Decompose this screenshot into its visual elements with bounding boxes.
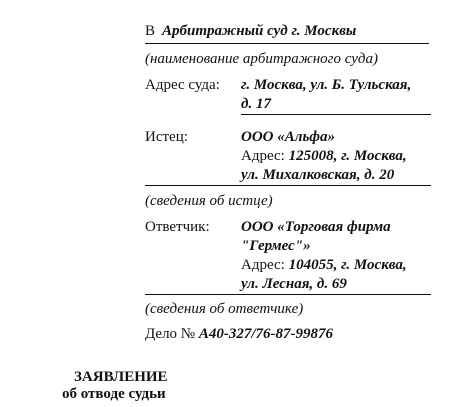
court-address-underline bbox=[241, 114, 431, 115]
court-name-caption: (наименование арбитражного суда) bbox=[145, 51, 378, 67]
case-number-line bbox=[145, 324, 333, 344]
defendant-address-prefix: Адрес: bbox=[241, 257, 285, 273]
court-address-label: Адрес суда: bbox=[145, 77, 220, 93]
plaintiff-underline bbox=[145, 185, 431, 186]
court-prefix: В bbox=[145, 23, 156, 39]
court-address-line1: г. Москва, ул. Б. Тульская, bbox=[241, 77, 412, 93]
statement-title: ЗАЯВЛЕНИЕ bbox=[74, 369, 168, 385]
defendant-name-line1: ООО «Торговая фирма bbox=[241, 219, 391, 235]
statement-subtitle: об отводе судьи bbox=[62, 386, 166, 402]
plaintiff-address-line2: ул. Михалковская, д. 20 bbox=[241, 167, 395, 183]
plaintiff-label: Истец: bbox=[145, 129, 188, 145]
plaintiff-address-prefix: Адрес: bbox=[241, 148, 285, 164]
case-number-label: Дело № bbox=[145, 326, 196, 342]
defendant-address-line1 bbox=[241, 255, 407, 275]
defendant-caption: (сведения об ответчике) bbox=[145, 301, 304, 317]
defendant-label: Ответчик: bbox=[145, 219, 210, 235]
plaintiff-caption: (сведения об истце) bbox=[145, 193, 273, 209]
defendant-address-line2: ул. Лесная, д. 69 bbox=[241, 276, 347, 292]
court-address-line2: д. 17 bbox=[241, 96, 271, 112]
defendant-address-value: 104055, г. Москва, bbox=[288, 257, 407, 273]
plaintiff-name: ООО «Альфа» bbox=[241, 129, 336, 145]
defendant-name-line2: "Гермес"» bbox=[241, 238, 311, 254]
plaintiff-address-line1 bbox=[241, 146, 407, 166]
defendant-underline bbox=[145, 294, 431, 295]
court-name: Арбитражный суд г. Москвы bbox=[162, 23, 357, 39]
plaintiff-address-value: 125008, г. Москва, bbox=[288, 148, 407, 164]
court-name-underline bbox=[145, 43, 429, 44]
case-number: А40-327/76-87-99876 bbox=[198, 326, 334, 342]
